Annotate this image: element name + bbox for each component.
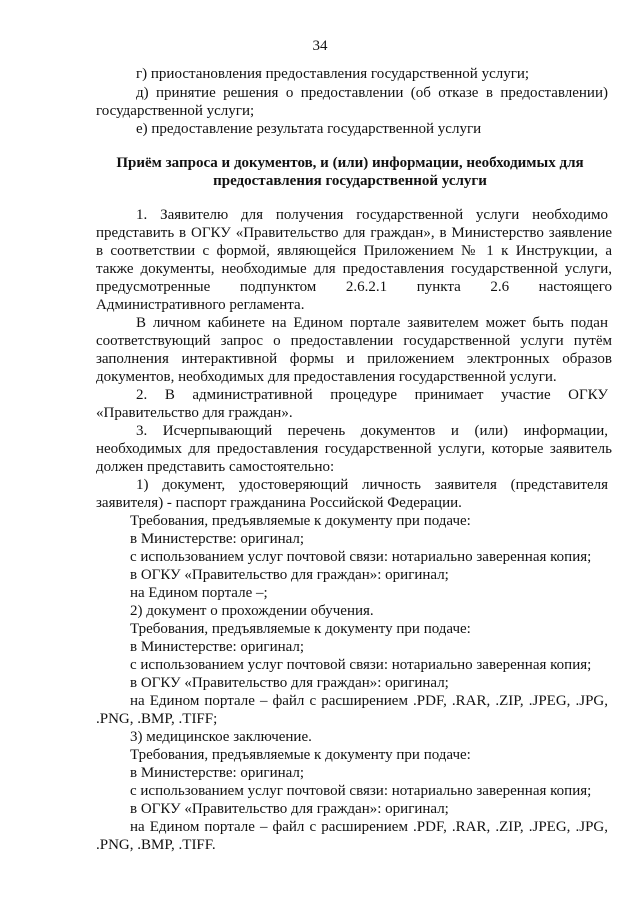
doc2-title: 2) документ о прохождении обучения. <box>130 603 374 619</box>
doc2-portal-line2: .PNG, .BMP, .TIFF; <box>96 711 218 727</box>
doc3-ogku: в ОГКУ «Правительство для граждан»: оригинал; <box>130 801 449 817</box>
paragraph-2-line3: заполнения интерактивной формы и приложением электронных образов <box>96 351 612 367</box>
section-heading-line1: Приём запроса и документов, и (или) информации, необходимых для <box>116 155 584 171</box>
doc1-post: с использованием услуг почтовой связи: нотариально заверенная копия; <box>130 549 592 565</box>
section-heading-line2: предоставления государственной услуги <box>213 173 487 189</box>
doc2-ogku: в ОГКУ «Правительство для граждан»: оригинал; <box>130 675 449 691</box>
list-item-g: г) приостановления предоставления государственной услуги; <box>136 66 530 82</box>
doc1-ogku: в ОГКУ «Правительство для граждан»: оригинал; <box>130 567 449 583</box>
paragraph-2-line2: соответствующий запрос о предоставлении государственной услуги путём <box>96 333 612 349</box>
paragraph-4-line1: 3. Исчерпывающий перечень документов и (или) информации, <box>136 423 608 439</box>
doc3-requirements: Требования, предъявляемые к документу при подаче: <box>130 747 471 763</box>
paragraph-4-line3: должен представить самостоятельно: <box>96 459 335 475</box>
doc1-requirements: Требования, предъявляемые к документу при подаче: <box>130 513 471 529</box>
list-item-d-line2: государственной услуги; <box>96 103 255 119</box>
paragraph-1-line2: представить в ОГКУ «Правительство для граждан», в Министерство заявление <box>96 225 612 241</box>
doc2-portal-line1: на Едином портале – файл с расширением .PDF, .RAR, .ZIP, .JPEG, .JPG, <box>130 693 608 709</box>
doc1-ministry: в Министерстве: оригинал; <box>130 531 305 547</box>
paragraph-3-line1: 2. В административной процедуре принимает участие ОГКУ <box>136 387 608 403</box>
paragraph-2-line4: документов, необходимых для предоставления государственной услуги. <box>96 369 557 385</box>
doc3-portal-line1: на Едином портале – файл с расширением .PDF, .RAR, .ZIP, .JPEG, .JPG, <box>130 819 608 835</box>
paragraph-1-line4: также документы, необходимые для предоставления государственной услуги, <box>96 261 612 277</box>
doc2-post: с использованием услуг почтовой связи: нотариально заверенная копия; <box>130 657 592 673</box>
doc3-ministry: в Министерстве: оригинал; <box>130 765 305 781</box>
doc3-post: с использованием услуг почтовой связи: нотариально заверенная копия; <box>130 783 592 799</box>
paragraph-1-line3: в соответствии с формой, являющейся Приложением № 1 к Инструкции, а <box>96 243 612 259</box>
list-item-d-line1: д) принятие решения о предоставлении (об отказе в предоставлении) <box>136 85 608 101</box>
paragraph-1-line5: предусмотренные подпунктом 2.6.2.1 пункта 2.6 настоящего <box>96 279 612 295</box>
doc1-title-line2: заявителя) - паспорт гражданина Российской Федерации. <box>96 495 462 511</box>
doc3-portal-line2: .PNG, .BMP, .TIFF. <box>96 837 216 853</box>
doc2-ministry: в Министерстве: оригинал; <box>130 639 305 655</box>
paragraph-1-line1: 1. Заявителю для получения государственной услуги необходимо <box>136 207 608 223</box>
paragraph-3-line2: «Правительство для граждан». <box>96 405 293 421</box>
doc3-title: 3) медицинское заключение. <box>130 729 312 745</box>
doc2-requirements: Требования, предъявляемые к документу при подаче: <box>130 621 471 637</box>
paragraph-1-line6: Административного регламента. <box>96 297 305 313</box>
paragraph-2-line1: В личном кабинете на Едином портале заявителем может быть подан <box>136 315 608 331</box>
page-number: 34 <box>312 38 328 54</box>
list-item-e: е) предоставление результата государственной услуги <box>136 121 482 137</box>
doc1-title-line1: 1) документ, удостоверяющий личность заявителя (представителя <box>136 477 608 493</box>
paragraph-4-line2: необходимых для предоставления государственной услуги, которые заявитель <box>96 441 612 457</box>
doc1-portal: на Едином портале –; <box>130 585 268 601</box>
